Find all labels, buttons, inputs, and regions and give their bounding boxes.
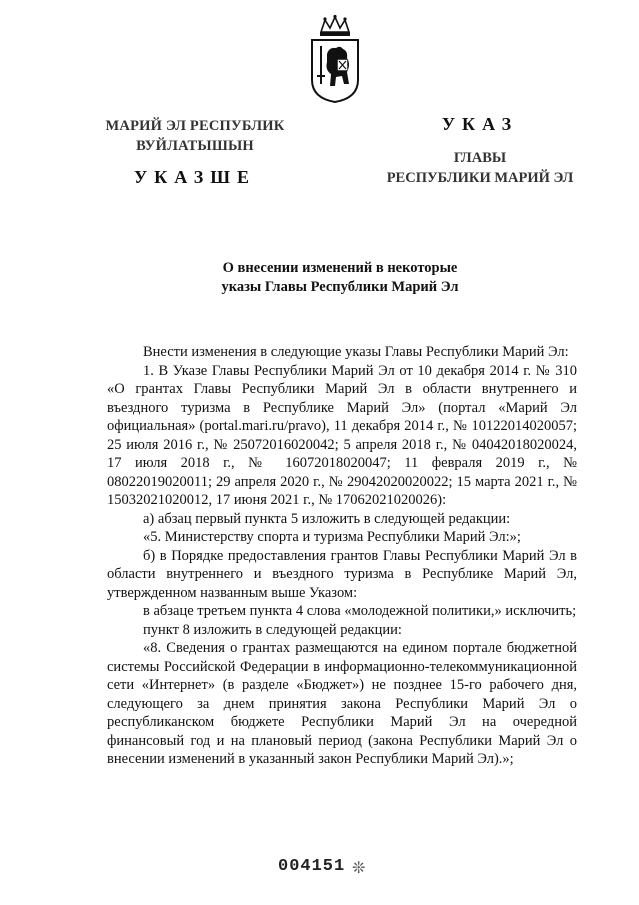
paragraph-item-a: а) абзац первый пункта 5 изложить в следующей редакции: [143, 510, 511, 527]
document-title-line2: указы Главы Республики Марий Эл [221, 279, 459, 295]
paragraph-item-b: б) в Порядке предоставления грантов Главы Республики Марий Эл в области внутреннего и въездного туризма в Республике Марий Эл, утвержденном названным выше Указом: [107, 547, 577, 601]
coat-of-arms-icon [307, 14, 363, 104]
paragraph-item-8: «8. Сведения о грантах размещаются на едином портале бюджетной системы Российской Федерации в информационно-телекоммуникационной сети «Интернет» (в разделе «Бюджет») не позднее 15-го рабочего дня, следующего за днем принятия закона Республики Марий Эл о республиканском бюджете Республики Марий Эл на очередной финансовый год и на плановый период (закона Республики Марий Эл о внесении изменений в указанный закон Республики Марий Эл).»; [107, 640, 577, 767]
serial-number: 004151 [278, 857, 346, 876]
document-title-line1: О внесении изменений в некоторые [222, 260, 458, 276]
header-right-line2: РЕСПУБЛИКИ МАРИЙ ЭЛ [386, 170, 574, 186]
header-left-line2: ВУЙЛАТЫШЫН [136, 138, 254, 154]
paragraph-abzac-4: в абзаце третьем пункта 4 слова «молодежной политики,» исключить; [143, 603, 577, 619]
header-right-decree: УКАЗ [441, 114, 519, 134]
header-left-decree: УКАЗШЕ [133, 167, 257, 187]
header-left-line1: МАРИЙ ЭЛ РЕСПУБЛИК [105, 118, 285, 134]
paragraph-item-8-intro: пункт 8 изложить в следующей редакции: [143, 621, 402, 638]
header-right-line1: ГЛАВЫ [453, 150, 507, 166]
serial-mark-icon: ❊ [352, 860, 366, 877]
document-body [107, 343, 577, 769]
paragraph-intro: Внести изменения в следующие указы Главы Республики Марий Эл: [143, 344, 569, 360]
paragraph-item-1: 1. В Указе Главы Республики Марий Эл от 10 декабря 2014 г. № 310 «О грантах Главы Республики Марий Эл в области внутреннего и въездного туризма в Республике Марий Эл» (портал «Марий Эл официальная» (portal.mari.ru/pravo), 11 декабря 2014 г., № 10122014020057; 25 июля 2016 г., № 25072016020042; 5 апреля 2018 г., № 04042018020024, 17 июля 2018 г., № 16072018020047; 11 февраля 2019 г., № 08022019020011; 29 апреля 2020 г., № 29042020020022; 15 марта 2021 г., № 15032021020012, 17 июня 2021 г., № 17062021020026): [107, 362, 577, 508]
paragraph-item-5: «5. Министерству спорта и туризма Республики Марий Эл:»; [143, 529, 521, 545]
